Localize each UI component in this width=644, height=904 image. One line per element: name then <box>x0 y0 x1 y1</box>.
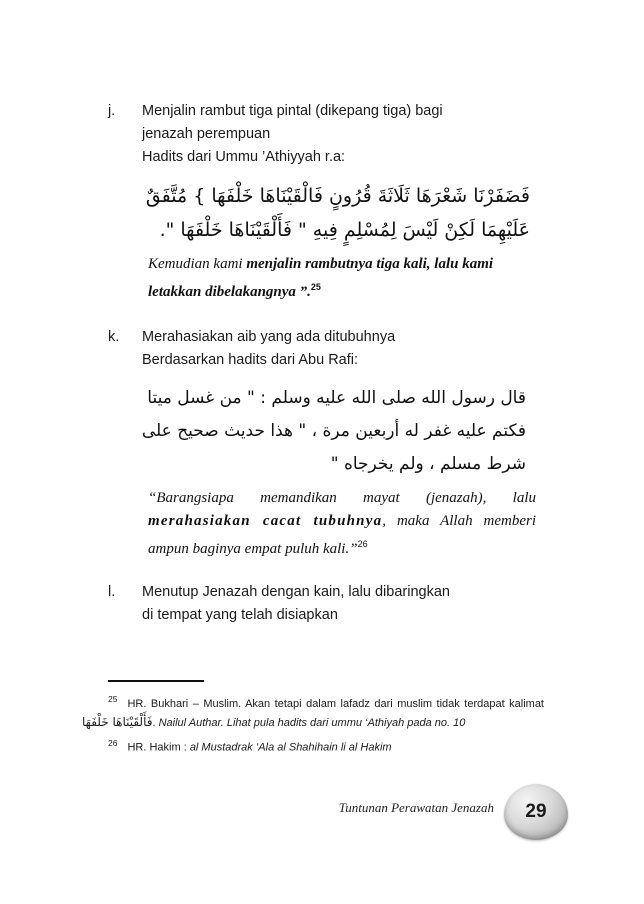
arabic-hadith-text: فَضَفَرْنَا شَعْرَهَا ثَلَاثَةَ قُرُونٍ فَالْقَيْنَاهَا خَلْفَهَا } مُتَّفَقٌ عَلَيْهِمَا لَكِنْ لَيْسَ لِمُسْلِمٍ فِيهِ " فَأَلْقَيْنَاهَا خَلْفَهَا ". <box>145 185 530 241</box>
page-number: 29 <box>525 801 547 822</box>
page-footer <box>0 790 644 850</box>
list-item <box>108 326 538 372</box>
list-item-marker: l. <box>108 584 116 600</box>
translation-text: “Barangsiapa memandikan mayat (jenazah), lalu merahasiakan cacat tubuhnya, maka Allah memberi ampun baginya empat puluh kali.”$^{26}$ <box>148 490 536 557</box>
list-item <box>108 581 538 627</box>
arabic-hadith-text: قال رسول الله صلى الله عليه وسلم : " من غسل ميتا فكتم عليه غفر له أربعين مرة ، " هذا حديث صحيح على شرط مسلم ، ولم يخرجاه " <box>141 388 526 474</box>
list-item-line: Berdasarkan hadits dari Abu Rafi: <box>142 352 359 368</box>
list-item-line: di tempat yang telah disiapkan <box>142 607 338 623</box>
translation-text: Kemudian kami menjalin rambutnya tiga kali, lalu kami letakkan dibelakangnya ”.$^{25}$ <box>148 256 494 300</box>
footnote-text: HR. Hakim : al Mustadrak ‘Ala al Shahihain li al Hakim <box>127 741 392 754</box>
list-item-text <box>142 581 538 627</box>
list-item-line: Hadits dari Ummu ’Athiyyah r.a: <box>142 149 346 165</box>
footnote-text: HR. Bukhari – Muslim. Akan tetapi dalam lafadz dari muslim tidak terdapat kalimat فَأَلْقَيْنَاهَا خَلْفَهَا. Nailul Authar. Lihat pula hadits dari ummu ‘Athiyah pada no. 10 <box>82 697 544 729</box>
footnote-item <box>82 734 544 757</box>
footnote-number: 25 <box>108 694 118 704</box>
list-item-marker: j. <box>108 103 116 119</box>
list-item <box>108 100 538 169</box>
page-number-badge <box>504 784 568 840</box>
footnote-number: 26 <box>108 737 118 748</box>
list-item-line: Merahasiakan aib yang ada ditubuhnya <box>142 329 396 345</box>
list-item-marker: k. <box>108 329 120 345</box>
list-item-text <box>142 326 538 372</box>
list-item-line: Menjalin rambut tiga pintal (dikepang tiga) bagi <box>142 103 443 119</box>
list-item-text <box>142 100 538 169</box>
page-content <box>108 100 538 629</box>
footnotes <box>82 690 544 758</box>
footnote-separator <box>108 680 204 682</box>
footnote-item <box>82 690 544 732</box>
list-item-line: jenazah perempuan <box>142 126 271 142</box>
list-item-line: Menutup Jenazah dengan kain, lalu dibaringkan <box>142 584 450 600</box>
footer-book-title: Tuntunan Perawatan Jenazah <box>338 800 494 815</box>
